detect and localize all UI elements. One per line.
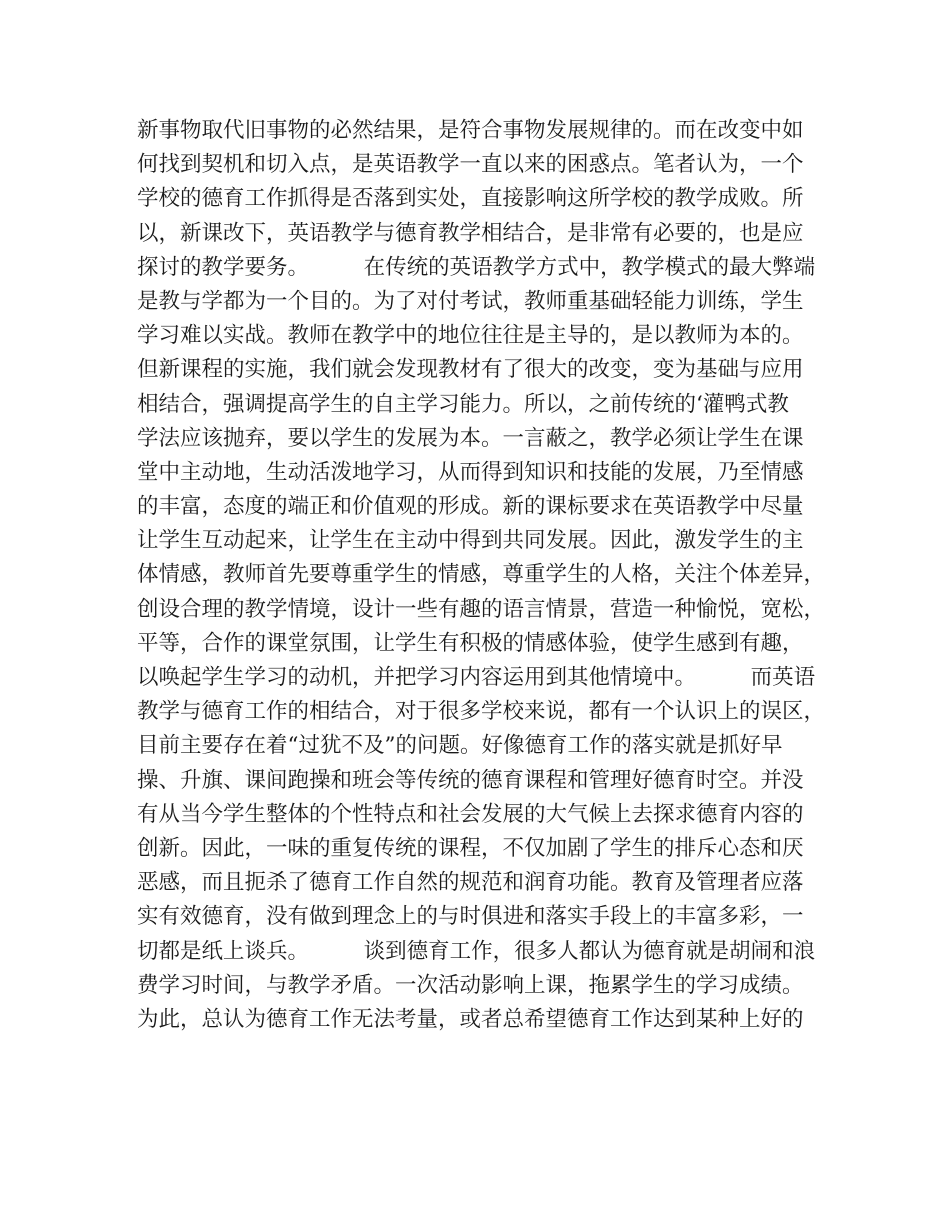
text-line: 新事物取代旧事物的必然结果，是符合事物发展规律的。而在改变中如 — [137, 118, 804, 143]
text-line: 切都是纸上谈兵。 谈到德育工作，很多人都认为德育就是胡闹和浪 — [137, 938, 816, 964]
text-line: 让学生互动起来，让学生在主动中得到共同发展。因此，激发学生的主 — [137, 528, 804, 554]
text-line: 体情感，教师首先要尊重学生的情感，尊重学生的人格，关注个体差异， — [137, 562, 826, 588]
text-line: 平等，合作的课堂氛围，让学生有积极的情感体验，使学生感到有趣， — [137, 630, 804, 656]
text-line: 是教与学都为一个目的。为了对付考试，教师重基础轻能力训练，学生 — [137, 288, 804, 314]
text-line: 学习难以实战。教师在教学中的地位往往是主导的，是以教师为本的。 — [137, 323, 804, 349]
text-line: 创新。因此，一味的重复传统的课程，不仅加剧了学生的排斥心态和厌 — [137, 835, 804, 861]
text-line: 操、升旗、课间跑操和班会等传统的德育课程和管理好德育时空。并没 — [137, 767, 804, 793]
body-text — [137, 114, 827, 1037]
text-line: 相结合，强调提高学生的自主学习能力。所以，之前传统的‘灌鸭式教 — [137, 391, 789, 417]
text-line: 教学与德育工作的相结合，对于很多学校来说，都有一个认识上的误区， — [137, 699, 826, 725]
text-line: 创设合理的教学情境，设计一些有趣的语言情景，营造一种愉悦，宽松， — [137, 596, 826, 622]
text-line: 以唤起学生学习的动机，并把学习内容运用到其他情境中。 而英语 — [137, 665, 816, 690]
text-line: 目前主要存在着“过犹不及”的问题。好像德育工作的落实就是抓好早 — [137, 733, 783, 759]
text-line: 实有效德育，没有做到理念上的与时俱进和落实手段上的丰富多彩，一 — [137, 904, 804, 930]
text-line: 学校的德育工作抓得是否落到实处，直接影响这所学校的教学成败。所 — [137, 186, 804, 212]
text-line: 以，新课改下，英语教学与德育教学相结合，是非常有必要的，也是应 — [137, 220, 804, 246]
text-line: 探讨的教学要务。 在传统的英语教学方式中，教学模式的最大弊端 — [137, 254, 816, 280]
text-line: 为此，总认为德育工作无法考量，或者总希望德育工作达到某种上好的 — [137, 1006, 804, 1032]
text-line: 有从当今学生整体的个性特点和社会发展的大气候上去探求德育内容的 — [137, 801, 804, 827]
text-line: 堂中主动地，生动活泼地学习，从而得到知识和技能的发展，乃至情感 — [137, 459, 804, 485]
text-line: 何找到契机和切入点，是英语教学一直以来的困惑点。笔者认为，一个 — [137, 152, 804, 178]
text-line: 但新课程的实施，我们就会发现教材有了很大的改变，变为基础与应用 — [137, 357, 804, 383]
text-line: 费学习时间，与教学矛盾。一次活动影响上课，拖累学生的学习成绩。 — [137, 972, 804, 998]
text-line: 恶感，而且扼杀了德育工作自然的规范和润育功能。教育及管理者应落 — [137, 870, 804, 896]
text-line: 的丰富，态度的端正和价值观的形成。新的课标要求在英语教学中尽量 — [137, 494, 804, 520]
text-line: 学法应该抛弃，要以学生的发展为本。一言蔽之，教学必须让学生在课 — [137, 425, 804, 451]
